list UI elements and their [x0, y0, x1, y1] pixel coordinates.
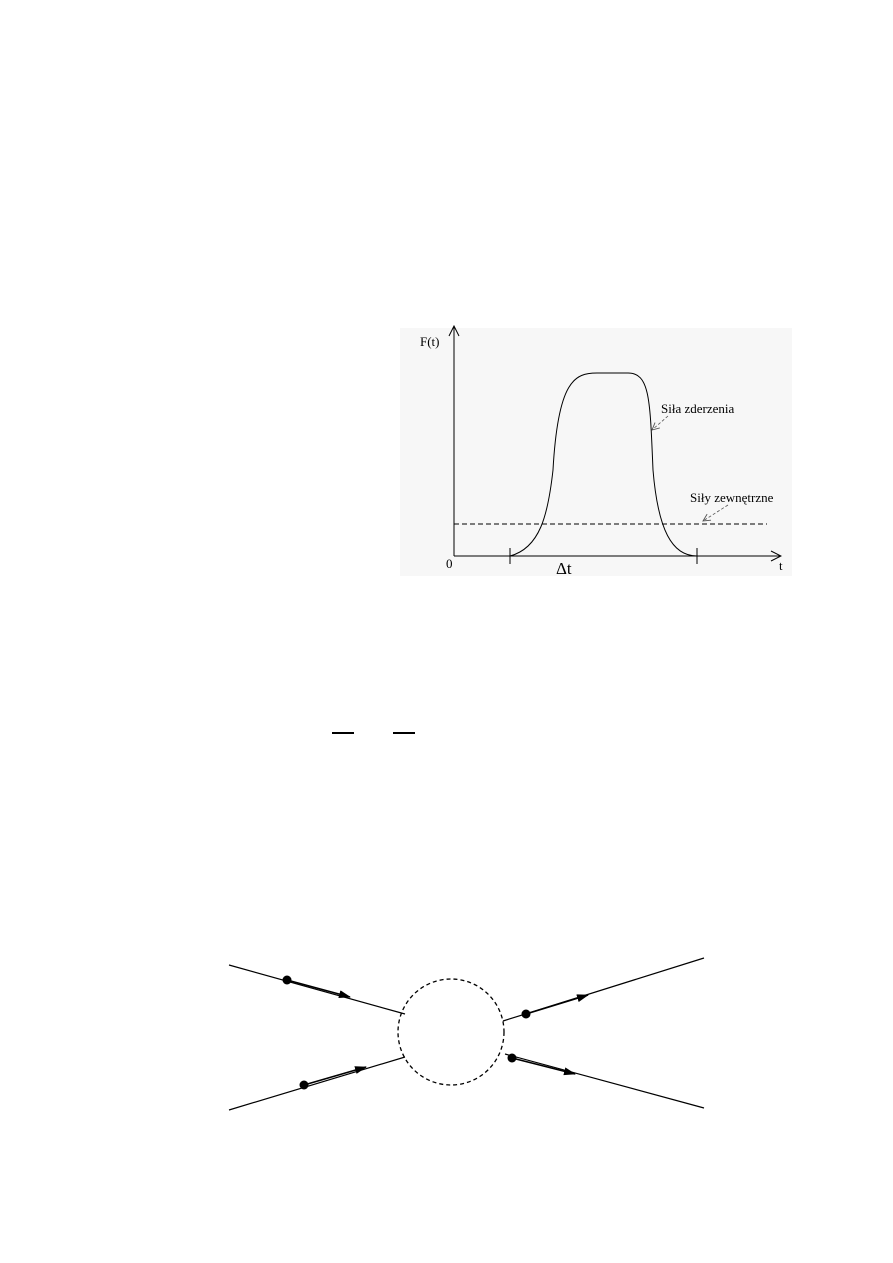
y-axis-label: F(t) [420, 334, 440, 349]
incoming-particle-1 [229, 965, 405, 1014]
chart-background [400, 328, 792, 576]
incoming-particle-2 [229, 1057, 405, 1110]
interaction-region [398, 979, 504, 1085]
x-axis-label: t [779, 558, 783, 573]
collision-diagram [229, 958, 704, 1110]
origin-label: 0 [446, 556, 453, 571]
velocity-arrow [512, 1058, 575, 1074]
formula-fraction-bar-1 [332, 732, 354, 734]
velocity-arrow [526, 995, 588, 1014]
external-forces-label: Siły zewnętrzne [690, 490, 774, 505]
outgoing-particle-2 [505, 1054, 704, 1109]
velocity-arrow [304, 1067, 366, 1085]
outgoing-particle-1 [503, 958, 704, 1021]
collision-force-label: Siła zderzenia [661, 401, 735, 416]
force-time-chart [400, 326, 792, 578]
velocity-arrow [287, 980, 350, 997]
formula-fraction-bar-2 [393, 732, 415, 734]
interval-label: Δt [556, 559, 572, 578]
